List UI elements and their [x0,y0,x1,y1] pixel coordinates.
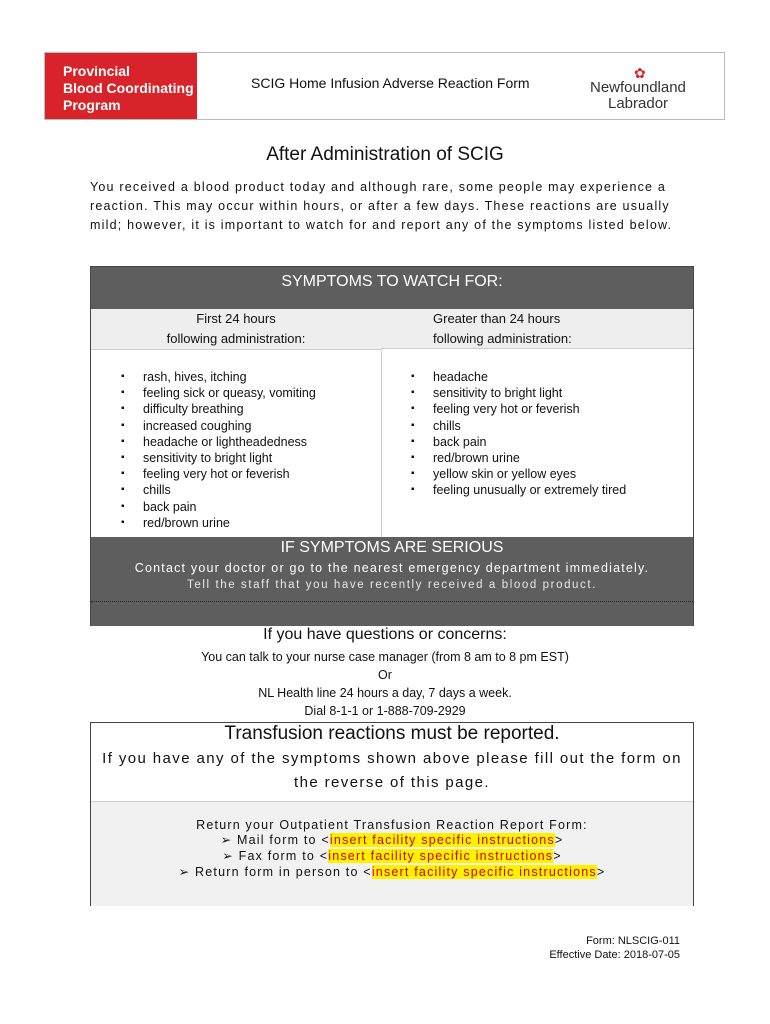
facility-placeholder: insert facility specific instructions [371,865,597,879]
nl-logo-line: Newfoundland [590,79,686,96]
intro-paragraph [90,178,680,235]
symptom-text: headache or lightheadedness [143,434,308,449]
heading-line: First 24 hours [196,311,276,326]
suffix: > [553,849,562,863]
symptom-text: sensitivity to bright light [433,386,563,401]
symptom-item [91,369,381,385]
symptom-text: chills [143,483,171,498]
suffix: > [596,865,606,879]
symptom-text: feeling sick or queasy, vomiting [143,386,316,401]
intro-report: report [401,218,442,232]
symptom-item [381,450,693,466]
symptom-item [91,450,381,466]
symptom-item [91,434,381,450]
serious-title: IF SYMPTOMS ARE SERIOUS [280,539,504,556]
person-prefix: Return form in person to < [195,865,372,879]
square-bullet-icon: ▪ [411,371,415,382]
footer [549,934,680,962]
square-bullet-icon: ▪ [121,516,125,528]
page-title: After Administration of SCIG [266,144,504,165]
square-bullet-icon: ▪ [121,387,125,399]
symptom-text: difficulty breathing [143,402,244,417]
square-bullet-icon: ▪ [411,435,415,447]
symptom-item [381,482,693,498]
serious-footer-bar [91,601,693,626]
symptom-text: rash, hives, itching [143,370,247,384]
symptom-text: increased coughing [143,418,252,433]
symptom-text: yellow skin or yellow eyes [433,467,577,482]
square-bullet-icon: ▪ [121,452,125,464]
symptom-text: feeling unusually or extremely tired [433,483,627,498]
symptom-item [381,385,693,401]
fax-prefix: Fax form to < [238,849,329,863]
after-24-hours-heading [381,309,693,349]
symptom-text: headache [433,370,488,384]
suffix: > [554,833,564,847]
square-bullet-icon: ▪ [121,500,125,512]
heading-line: Greater than 24 hours [433,311,561,326]
fax-instruction [91,848,693,864]
symptom-item [381,369,693,385]
symptom-item [381,466,693,482]
heading-line: following administration: [433,331,572,346]
symptom-text: feeling very hot or feverish [143,467,290,482]
symptom-item [381,418,693,434]
return-title: Return your Outpatient Transfusion Reaction Report Form: [196,818,588,832]
mail-prefix: Mail form to < [236,833,330,847]
square-bullet-icon: ▪ [121,403,125,415]
square-bullet-icon: ▪ [121,371,125,382]
pitcher-plant-icon: ✿ [634,65,646,81]
square-bullet-icon: ▪ [411,403,415,415]
logo-line: Blood Coordinating [63,80,194,96]
facility-placeholder: insert facility specific instructions [329,833,555,847]
questions-line: Or [378,668,392,682]
symptom-item [381,401,693,417]
logo-line: Program [63,97,121,113]
first-24-hours-heading [91,309,382,350]
report-title: Transfusion reactions must be reported. [224,723,560,744]
in-person-instruction [91,864,693,880]
serious-symptoms-panel [91,537,693,601]
intro-text: for and [344,218,402,232]
after-24-hours-list [381,351,693,537]
report-subtitle [91,747,693,795]
logo-line: Provincial [63,63,130,79]
symptom-item [91,418,381,434]
symptom-item [381,434,693,450]
symptom-item [91,401,381,417]
square-bullet-icon: ▪ [121,484,125,496]
serious-contact: Contact your doctor or go to the nearest emergency department immediately. [134,561,650,575]
report-sub-line: the reverse of this page. [294,774,490,791]
questions-line: Dial 8-1-1 or 1-888-709-2929 [304,704,466,718]
newfoundland-labrador-logo [586,65,706,111]
nl-logo-line: Labrador [608,95,669,112]
arrow-icon: ➢ [220,833,233,847]
form-header-title: SCIG Home Infusion Adverse Reaction Form [251,75,530,91]
intro-watch: watch [305,218,345,232]
questions-line: You can talk to your nurse case manager (from 8 am to 8 pm EST) [201,650,569,664]
serious-tell: Tell the staff that you have recently received a blood product. [187,579,597,591]
symptom-item [91,515,381,531]
square-bullet-icon: ▪ [411,387,415,399]
mail-instruction [91,832,693,848]
arrow-icon: ➢ [178,865,191,879]
square-bullet-icon: ▪ [411,419,415,431]
first-24-hours-list [91,351,382,537]
symptom-text: chills [433,418,461,433]
intro-text: any of the symptoms listed below. [441,218,673,232]
symptoms-header: SYMPTOMS TO WATCH FOR: [91,267,693,309]
facility-placeholder: insert facility specific instructions [328,849,554,863]
effective-date: Effective Date: 2018-07-05 [549,949,680,961]
symptoms-box [90,266,694,626]
questions-line: NL Health line 24 hours a day, 7 days a week. [258,686,512,700]
symptom-text: red/brown urine [433,451,520,466]
symptom-item [91,466,381,482]
symptom-text: red/brown urine [143,515,230,530]
questions-section [0,626,770,720]
symptom-item [91,499,381,515]
report-box [90,722,694,906]
report-sub-line: If you have any of the symptoms shown above please fill out the form on [102,750,682,767]
heading-line: following administration: [166,331,306,346]
square-bullet-icon: ▪ [121,468,125,480]
square-bullet-icon: ▪ [411,452,415,464]
symptom-text: back pain [143,499,197,514]
square-bullet-icon: ▪ [121,435,125,447]
form-number: Form: NLSCIG-011 [586,935,680,947]
symptom-item [91,385,381,401]
intro-text: You received a blood product today and although rare, some people may experience a reaction. This may occur within hours, or after a few days. These reactions are usually mild; however, it is important to [90,180,670,232]
symptom-text: sensitivity to bright light [143,451,273,466]
return-instructions [91,801,693,906]
arrow-icon: ➢ [222,849,234,863]
header [44,52,725,120]
square-bullet-icon: ▪ [121,419,125,431]
symptom-item [91,482,381,498]
square-bullet-icon: ▪ [411,484,415,496]
symptom-text: feeling very hot or feverish [433,402,580,417]
symptom-text: back pain [433,434,487,449]
questions-title: If you have questions or concerns: [263,626,507,643]
square-bullet-icon: ▪ [411,468,415,480]
pbcp-logo [45,53,197,119]
